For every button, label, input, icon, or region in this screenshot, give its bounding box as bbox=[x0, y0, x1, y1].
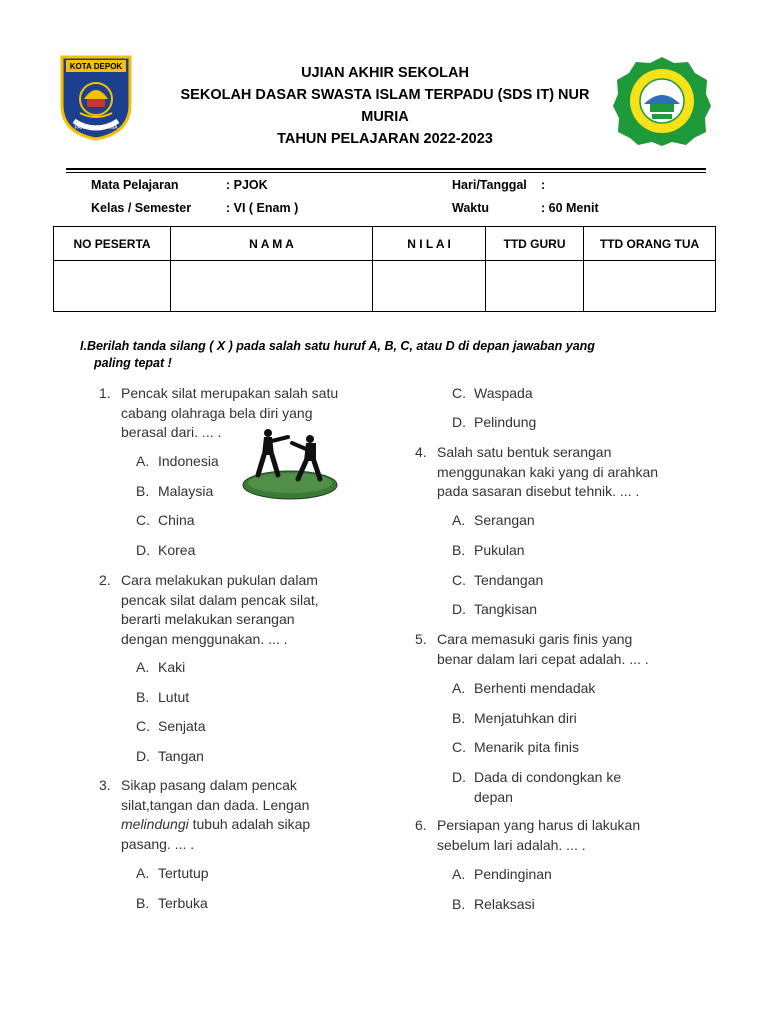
option-letter: D. bbox=[136, 542, 150, 558]
option-letter: A. bbox=[136, 453, 150, 469]
question-text-line: Salah satu bentuk serangan bbox=[437, 444, 612, 460]
option-1a[interactable] bbox=[136, 452, 219, 471]
question-text-line: sebelum lari adalah. ... . bbox=[437, 836, 586, 853]
cell-nilai[interactable] bbox=[373, 261, 486, 312]
option-letter: A. bbox=[136, 659, 150, 675]
instruction-line-2: paling tepat ! bbox=[94, 356, 172, 370]
option-letter: B. bbox=[452, 710, 466, 726]
hari-value: : bbox=[541, 178, 546, 192]
waktu-value: : 60 Menit bbox=[541, 201, 599, 215]
col-no-peserta: NO PESERTA bbox=[54, 227, 171, 261]
question-number: 4. bbox=[415, 444, 427, 460]
school-emblem-logo bbox=[612, 56, 712, 146]
option-text: Senjata bbox=[158, 718, 206, 734]
logo-left-text: KOTA DEPOK bbox=[69, 62, 123, 71]
option-text: Korea bbox=[158, 542, 196, 558]
header-divider-thin bbox=[66, 172, 706, 173]
option-4d[interactable] bbox=[452, 600, 537, 619]
option-text: China bbox=[158, 512, 195, 528]
option-letter: A. bbox=[452, 680, 466, 696]
option-2b[interactable] bbox=[136, 688, 189, 707]
col-nilai: N I L A I bbox=[373, 227, 486, 261]
school-name-cont: MURIA bbox=[361, 109, 409, 125]
option-text: Lutut bbox=[158, 689, 190, 705]
question-text-line bbox=[121, 815, 379, 835]
school-name: SEKOLAH DASAR SWASTA ISLAM TERPADU (SDS IT) NUR bbox=[180, 87, 590, 103]
question-6 bbox=[415, 816, 715, 855]
option-3c[interactable] bbox=[452, 384, 533, 403]
option-5d-cont: depan bbox=[474, 789, 513, 805]
option-text: Pukulan bbox=[474, 542, 525, 558]
table-row bbox=[54, 261, 716, 312]
option-letter: C. bbox=[452, 739, 466, 755]
cell-nama[interactable] bbox=[171, 261, 373, 312]
option-3b[interactable] bbox=[136, 894, 208, 913]
cell-ttd-guru[interactable] bbox=[486, 261, 584, 312]
option-text: Pelindung bbox=[474, 414, 537, 430]
option-text: Kaki bbox=[158, 659, 186, 675]
option-text: Tertutup bbox=[158, 865, 209, 881]
question-text-line: cabang olahraga bela diri yang bbox=[121, 404, 313, 421]
option-text: Malaysia bbox=[158, 483, 214, 499]
option-5a[interactable] bbox=[452, 679, 595, 698]
option-text: Tendangan bbox=[474, 572, 544, 588]
question-number: 2. bbox=[99, 572, 111, 588]
option-4b[interactable] bbox=[452, 541, 525, 560]
option-text: Tangan bbox=[158, 748, 204, 764]
option-letter: D. bbox=[136, 748, 150, 764]
table-header-row bbox=[54, 227, 716, 261]
option-text: Relaksasi bbox=[474, 896, 535, 912]
question-text-line: benar dalam lari cepat adalah. ... . bbox=[437, 650, 649, 667]
question-text-line: Cara melakukan pukulan dalam bbox=[121, 572, 318, 588]
option-1d[interactable] bbox=[136, 541, 195, 560]
question-text-line: pencak silat dalam pencak silat, bbox=[121, 591, 319, 608]
option-letter: B. bbox=[136, 689, 150, 705]
waktu-label: Waktu bbox=[452, 201, 490, 215]
option-6a[interactable] bbox=[452, 865, 552, 884]
cell-ttd-orang-tua[interactable] bbox=[584, 261, 716, 312]
option-letter: C. bbox=[452, 572, 466, 588]
option-2c[interactable] bbox=[136, 717, 205, 736]
question-text-line: berasal dari. ... . bbox=[121, 424, 222, 440]
option-letter: C. bbox=[452, 385, 466, 401]
option-2d[interactable] bbox=[136, 747, 204, 766]
question-text-line: dengan menggunakan. ... . bbox=[121, 630, 288, 647]
exam-title: UJIAN AKHIR SEKOLAH bbox=[301, 65, 469, 81]
question-3 bbox=[99, 776, 379, 854]
question-text-line: menggunakan kaki yang di arahkan bbox=[437, 463, 659, 480]
option-text: Menjatuhkan diri bbox=[474, 710, 577, 726]
option-text: Tangkisan bbox=[474, 601, 538, 617]
kelas-label: Kelas / Semester bbox=[91, 201, 192, 215]
question-text-line: Persiapan yang harus di lakukan bbox=[437, 817, 641, 833]
question-text-line: pasang. ... . bbox=[121, 835, 195, 852]
cell-no-peserta[interactable] bbox=[54, 261, 171, 312]
question-text-line: Sikap pasang dalam pencak bbox=[121, 777, 297, 793]
exam-header bbox=[160, 62, 610, 150]
option-text: Berhenti mendadak bbox=[474, 680, 596, 696]
option-letter: A. bbox=[452, 866, 466, 882]
option-text: Pendinginan bbox=[474, 866, 552, 882]
option-1c[interactable] bbox=[136, 511, 195, 530]
hari-label: Hari/Tanggal bbox=[452, 178, 527, 192]
option-letter: D. bbox=[452, 414, 466, 430]
kelas-value: : VI ( Enam ) bbox=[226, 201, 299, 215]
question-text-line: silat,tangan dan dada. Lengan bbox=[121, 796, 310, 813]
question-text-rest: tubuh adalah sikap bbox=[188, 816, 311, 832]
col-ttd-orang-tua: TTD ORANG TUA bbox=[584, 227, 716, 261]
academic-year: TAHUN PELAJARAN 2022-2023 bbox=[277, 131, 493, 147]
option-letter: B. bbox=[136, 895, 150, 911]
option-text: Waspada bbox=[474, 385, 533, 401]
question-number: 5. bbox=[415, 631, 427, 647]
question-5 bbox=[415, 630, 715, 669]
option-text: Dada di condongkan ke bbox=[474, 769, 622, 785]
option-letter: D. bbox=[452, 601, 466, 617]
option-text: Indonesia bbox=[158, 453, 219, 469]
pencak-silat-illustration bbox=[240, 425, 340, 503]
col-nama: N A M A bbox=[171, 227, 373, 261]
option-5c[interactable] bbox=[452, 738, 579, 757]
option-letter: B. bbox=[136, 483, 150, 499]
mapel-value: : PJOK bbox=[226, 178, 268, 192]
option-5b[interactable] bbox=[452, 709, 577, 728]
question-text-line: pada sasaran disebut tehnik. ... . bbox=[437, 483, 640, 499]
option-letter: C. bbox=[136, 718, 150, 734]
option-text: Menarik pita finis bbox=[474, 739, 580, 755]
option-1b[interactable] bbox=[136, 482, 213, 501]
mapel-label: Mata Pelajaran bbox=[91, 178, 179, 192]
italic-word: melindungi bbox=[121, 816, 189, 832]
question-4 bbox=[415, 443, 715, 502]
option-letter: A. bbox=[136, 865, 150, 881]
question-text-line: Pencak silat merupakan salah satu bbox=[121, 385, 339, 401]
option-text: Terbuka bbox=[158, 895, 208, 911]
question-number: 1. bbox=[99, 385, 111, 401]
option-letter: A. bbox=[452, 512, 466, 528]
question-2 bbox=[99, 571, 379, 649]
option-4a[interactable] bbox=[452, 511, 535, 530]
option-5d[interactable] bbox=[452, 768, 621, 787]
option-4c[interactable] bbox=[452, 571, 543, 590]
option-6b[interactable] bbox=[452, 895, 535, 914]
option-3d[interactable] bbox=[452, 413, 536, 432]
option-3a[interactable] bbox=[136, 864, 209, 883]
logo-left-motto: PARCARA DARMA bbox=[74, 125, 118, 131]
option-letter: B. bbox=[452, 542, 466, 558]
instruction bbox=[80, 338, 680, 372]
header-divider-thick bbox=[66, 168, 706, 170]
question-text-line: Cara memasuki garis finis yang bbox=[437, 631, 633, 647]
question-number: 3. bbox=[99, 777, 111, 793]
instruction-line-1: I.Berilah tanda silang ( X ) pada salah satu huruf A, B, C, atau D di depan jawaban yang bbox=[80, 339, 595, 353]
option-letter: D. bbox=[452, 769, 466, 785]
col-ttd-guru: TTD GURU bbox=[486, 227, 584, 261]
option-text: Serangan bbox=[474, 512, 535, 528]
option-letter: C. bbox=[136, 512, 150, 528]
question-text-line: berarti melakukan serangan bbox=[121, 611, 295, 627]
question-number: 6. bbox=[415, 817, 427, 833]
option-2a[interactable] bbox=[136, 658, 185, 677]
kota-depok-logo bbox=[60, 55, 132, 141]
participant-table bbox=[53, 226, 716, 312]
option-letter: B. bbox=[452, 896, 466, 912]
